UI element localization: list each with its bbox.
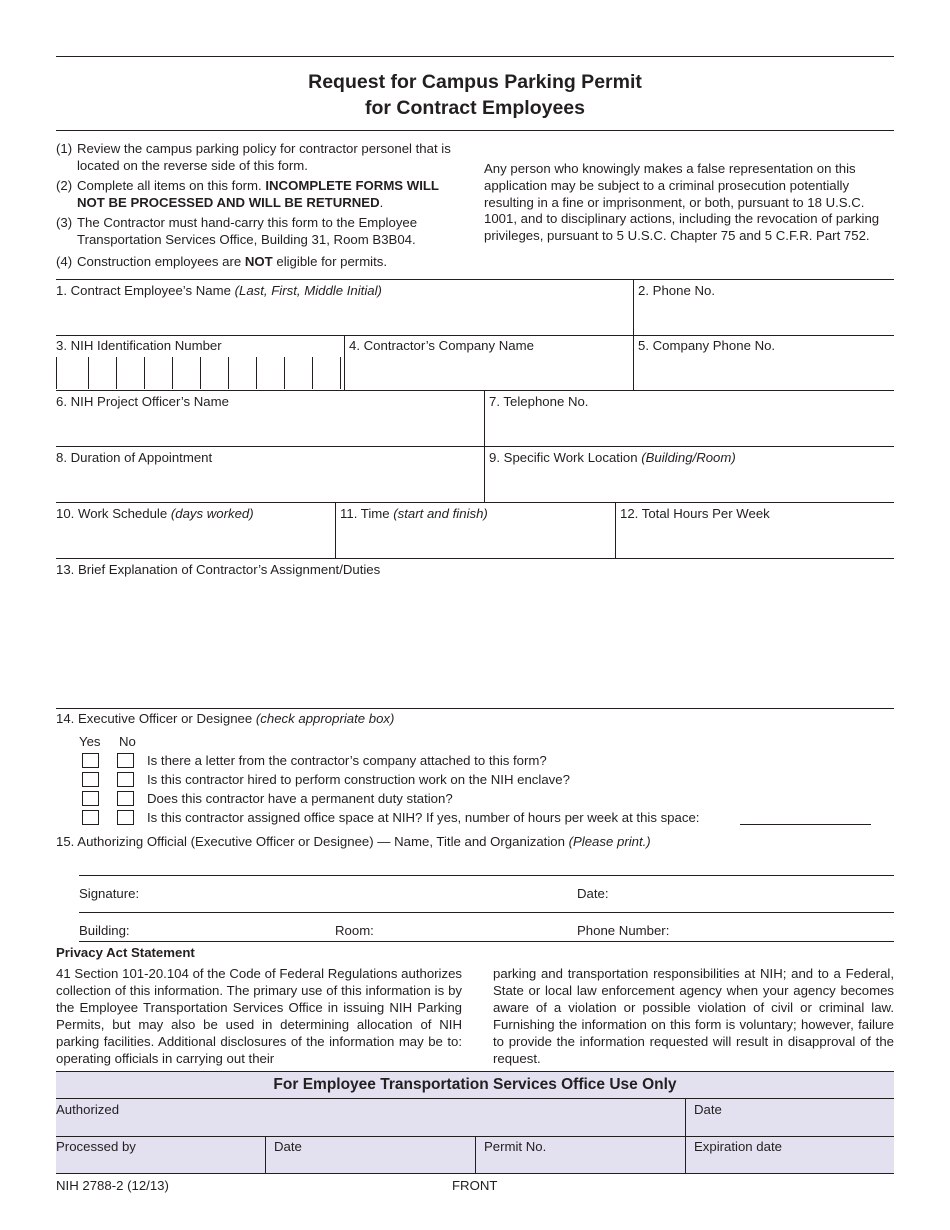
office-date-2[interactable]: Date	[274, 1139, 302, 1154]
id-cell[interactable]	[116, 357, 117, 389]
room-label[interactable]: Room:	[335, 923, 374, 938]
instruction-2: (2) Complete all items on this form. INCOMPLETE FORMS WILL NOT BE PROCESSED AND WILL BE RETURNED.	[56, 178, 439, 210]
question-letter-attached: Is there a letter from the contractor’s company attached to this form?	[147, 753, 547, 768]
field-14-executive-officer: 14. Executive Officer or Designee (check appropriate box)	[56, 711, 395, 726]
field-4-company-name[interactable]: 4. Contractor’s Company Name	[349, 338, 534, 353]
id-cell[interactable]	[228, 357, 229, 389]
field-11-time[interactable]: 11. Time (start and finish)	[340, 506, 488, 521]
field-5-company-phone[interactable]: 5. Company Phone No.	[638, 338, 776, 353]
yes-column-header: Yes	[79, 734, 101, 749]
office-authorized[interactable]: Authorized	[56, 1102, 120, 1117]
top-rule	[56, 56, 894, 57]
instruction-3: (3) The Contractor must hand-carry this form to the Employee Transportation Services Office, Building 31, Room B3B04.	[56, 215, 418, 247]
false-statement-warning: Any person who knowingly makes a false representation on this application may be subject to a criminal prosecution potentially resulting in a fine or imprisonment, or both, pursuant to 18 U.S.C. 1001, and to disciplinary actions, including the revocation of parking privileges, pursuant to 5 U.S.C. Chapter 75 and 5 C.F.R. Part 752.	[484, 161, 880, 244]
no-column-header: No	[119, 734, 136, 749]
id-cell[interactable]	[312, 357, 313, 389]
office-processed-by[interactable]: Processed by	[56, 1139, 136, 1154]
phone-number-label[interactable]: Phone Number:	[577, 923, 670, 938]
id-cell[interactable]	[144, 357, 145, 389]
id-cell[interactable]	[340, 357, 341, 389]
divider-f10-f11	[335, 502, 336, 558]
row-rule-6	[56, 558, 894, 559]
row-rule-3	[56, 390, 894, 391]
instruction-4: (4) Construction employees are NOT eligible for permits.	[56, 254, 388, 269]
field-7-telephone-no[interactable]: 7. Telephone No.	[489, 394, 589, 409]
office-date[interactable]: Date	[694, 1102, 722, 1117]
checkbox-yes-q4[interactable]	[82, 810, 99, 825]
signature-line	[79, 912, 894, 913]
divider-f11-f12	[615, 502, 616, 558]
id-cell[interactable]	[172, 357, 173, 389]
signature-date-label[interactable]: Date:	[577, 886, 609, 901]
office-rule-1	[56, 1098, 894, 1099]
instructions	[56, 141, 456, 273]
hours-per-week-blank[interactable]	[740, 824, 871, 825]
privacy-heading: Privacy Act Statement	[56, 945, 195, 960]
office-expiration-date[interactable]: Expiration date	[694, 1139, 782, 1154]
id-cell[interactable]	[256, 357, 257, 389]
instruction-1: (1) Review the campus parking policy for contractor personel that is located on the reverse side of this form.	[56, 141, 451, 173]
privacy-column-2: parking and transportation responsibilities at NIH; and to a Federal, State or local law enforcement agency when your agency becomes aware of a violation or possible violation of civil or criminal law. Furnishing the information on this form is voluntary; however, failure to provide the information requested will result in disapproval of the request.	[493, 966, 894, 1066]
question-permanent-duty-station: Does this contractor have a permanent duty station?	[147, 791, 453, 806]
office-divider-3	[475, 1136, 476, 1173]
field-15-authorizing-official[interactable]: 15. Authorizing Official (Executive Officer or Designee) — Name, Title and Organization (Please print.)	[56, 834, 651, 849]
row-rule-5	[56, 502, 894, 503]
checkbox-no-q2[interactable]	[117, 772, 134, 787]
question-construction-work: Is this contractor hired to perform construction work on the NIH enclave?	[147, 772, 570, 787]
form-title-line1: Request for Campus Parking Permit	[308, 71, 642, 93]
field-8-duration-of-appointment[interactable]: 8. Duration of Appointment	[56, 450, 213, 465]
form-number: NIH 2788-2 (12/13)	[56, 1178, 169, 1193]
office-rule-3	[56, 1173, 894, 1174]
field-3-nih-id-number: 3. NIH Identification Number	[56, 338, 222, 353]
id-cell[interactable]	[56, 357, 57, 389]
field-13-assignment-explanation[interactable]: 13. Brief Explanation of Contractor’s Assignment/Duties	[56, 562, 381, 577]
field-1-contract-employee-name[interactable]: 1. Contract Employee’s Name (Last, First, Middle Initial)	[56, 283, 382, 298]
office-divider-1	[685, 1098, 686, 1173]
divider-f6-f7	[484, 390, 485, 502]
row-rule-7	[56, 708, 894, 709]
authorizing-official-line	[79, 875, 894, 876]
checkbox-yes-q1[interactable]	[82, 753, 99, 768]
divider-f1-f2	[633, 279, 634, 390]
signature-label[interactable]: Signature:	[79, 886, 140, 901]
page-side: FRONT	[452, 1178, 498, 1193]
divider-f3-f4	[344, 335, 345, 390]
field-10-work-schedule[interactable]: 10. Work Schedule (days worked)	[56, 506, 254, 521]
checkbox-no-q3[interactable]	[117, 791, 134, 806]
checkbox-no-q4[interactable]	[117, 810, 134, 825]
title-rule	[56, 130, 894, 131]
form-title-line2: for Contract Employees	[365, 97, 585, 119]
checkbox-yes-q3[interactable]	[82, 791, 99, 806]
row-rule-4	[56, 446, 894, 447]
field-2-phone-no[interactable]: 2. Phone No.	[638, 283, 715, 298]
row-rule-1	[56, 279, 894, 280]
building-label[interactable]: Building:	[79, 923, 130, 938]
office-top-rule	[56, 1071, 894, 1072]
id-cell[interactable]	[284, 357, 285, 389]
question-office-space: Is this contractor assigned office space at NIH? If yes, number of hours per week at this space:	[147, 810, 700, 825]
field-12-total-hours[interactable]: 12. Total Hours Per Week	[620, 506, 770, 521]
office-permit-no[interactable]: Permit No.	[484, 1139, 547, 1154]
checkbox-no-q1[interactable]	[117, 753, 134, 768]
office-divider-2	[265, 1136, 266, 1173]
privacy-column-1: 41 Section 101-20.104 of the Code of Federal Regulations authorizes collection of this information. The primary use of this information is by the Employee Transportation Services Office in issuing NIH Parking Permits, but may also be used in determining allocation of NIH parking facilities. Additional disclosures of the information may be to: operating officials in carrying out their	[56, 966, 462, 1066]
id-cell[interactable]	[88, 357, 89, 389]
id-cell[interactable]	[200, 357, 201, 389]
building-line	[79, 941, 894, 942]
field-9-work-location[interactable]: 9. Specific Work Location (Building/Room)	[489, 450, 736, 465]
field-6-project-officer-name[interactable]: 6. NIH Project Officer’s Name	[56, 394, 229, 409]
checkbox-yes-q2[interactable]	[82, 772, 99, 787]
row-rule-2	[56, 335, 894, 336]
office-heading: For Employee Transportation Services Office Use Only	[273, 1076, 677, 1093]
